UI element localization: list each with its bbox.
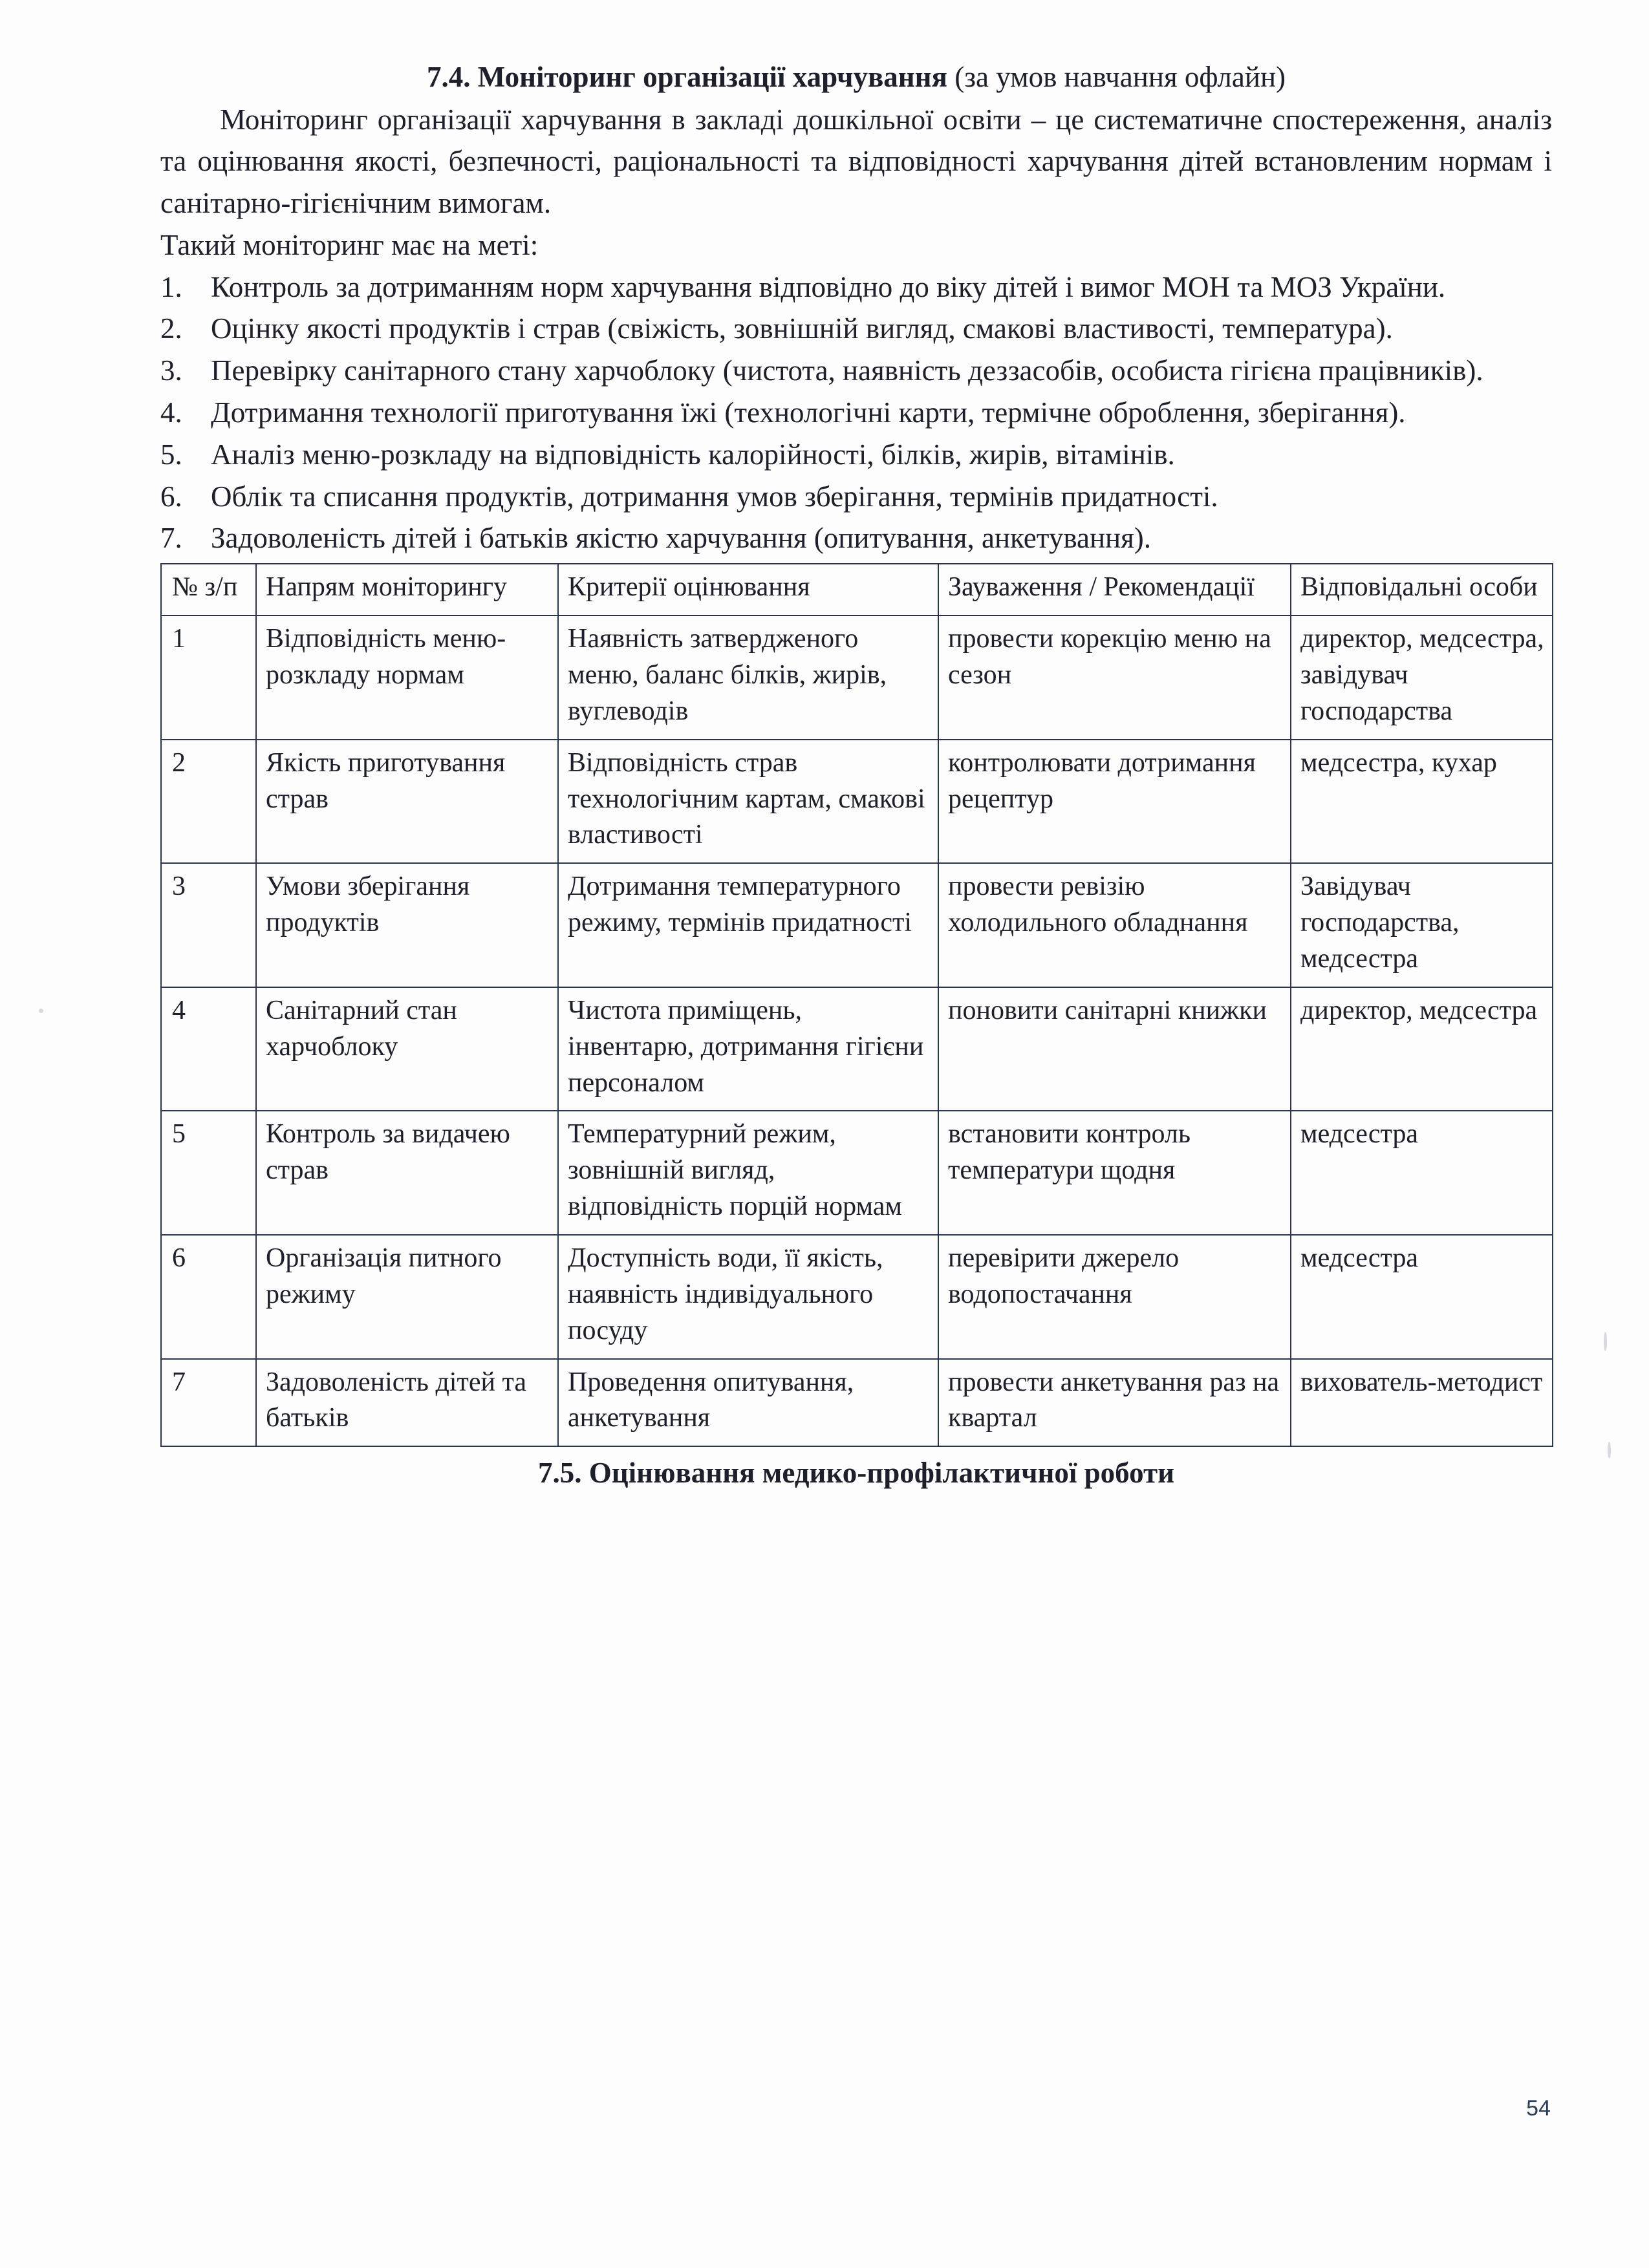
list-item-number: 3. xyxy=(160,354,182,387)
cell-responsible: медсестра xyxy=(1291,1111,1553,1235)
page-content xyxy=(160,58,1552,1490)
cell-criteria: Дотримання температурного режиму, термінів придатності xyxy=(558,863,938,987)
list-item xyxy=(160,517,1552,559)
cell-criteria: Проведення опитування, анкетування xyxy=(558,1359,938,1447)
cell-criteria: Температурний режим, зовнішній вигляд, відповідність порцій нормам xyxy=(558,1111,938,1235)
cell-remarks: провести корекцію меню на сезон xyxy=(938,615,1291,740)
cell-no: 4 xyxy=(161,987,256,1111)
scan-speckle xyxy=(1608,1442,1611,1459)
page-number: 54 xyxy=(1526,2096,1551,2121)
table-row xyxy=(161,863,1553,987)
cell-direction: Санітарний стан харчоблоку xyxy=(256,987,558,1111)
list-item xyxy=(160,476,1552,518)
table-row xyxy=(161,987,1553,1111)
footer-heading: 7.5. Оцінювання медико-профілактичної роботи xyxy=(537,1457,1175,1490)
page-title-suffix: (за умов навчання офлайн) xyxy=(954,61,1286,93)
column-header-responsible: Відповідальні особи xyxy=(1291,564,1553,615)
table-body xyxy=(161,615,1553,1446)
page-title xyxy=(160,58,1552,96)
lead-in-text: Такий моніторинг має на меті: xyxy=(160,228,539,261)
list-item xyxy=(160,350,1552,392)
table-row xyxy=(161,740,1553,864)
list-item-text: Дотримання технології приготування їжі (технологічні карти, термічне оброблення, зберігання). xyxy=(211,396,1406,429)
list-item-text: Оцінку якості продуктів і страв (свіжість, зовнішній вигляд, смакові властивості, температура). xyxy=(211,312,1393,345)
column-header-criteria: Критерії оцінювання xyxy=(558,564,938,615)
cell-no: 1 xyxy=(161,615,256,740)
cell-no: 7 xyxy=(161,1359,256,1447)
list-item xyxy=(160,308,1552,350)
cell-direction: Задоволеність дітей та батьків xyxy=(256,1359,558,1447)
list-item-number: 1. xyxy=(160,270,182,303)
cell-remarks: встановити контроль температури щодня xyxy=(938,1111,1291,1235)
list-item xyxy=(160,434,1552,476)
cell-no: 2 xyxy=(161,740,256,864)
column-header-remarks: Зауваження / Рекомендації xyxy=(938,564,1291,615)
table-row xyxy=(161,1359,1553,1447)
goals-list xyxy=(160,266,1552,560)
cell-direction: Контроль за видачею страв xyxy=(256,1111,558,1235)
cell-direction: Якість приготування страв xyxy=(256,740,558,864)
list-item-text: Перевірку санітарного стану харчоблоку (чистота, наявність деззасобів, особиста гігієна працівників). xyxy=(211,354,1483,387)
list-item xyxy=(160,392,1552,434)
column-header-no: № з/п xyxy=(161,564,256,615)
cell-criteria: Чистота приміщень, інвентарю, дотримання гігієни персоналом xyxy=(558,987,938,1111)
cell-responsible: Завідувач господарства, медсестра xyxy=(1291,863,1553,987)
list-item-number: 2. xyxy=(160,312,182,345)
table-header xyxy=(161,564,1553,615)
cell-criteria: Доступність води, її якість, наявність індивідуального посуду xyxy=(558,1235,938,1359)
cell-direction: Організація питного режиму xyxy=(256,1235,558,1359)
cell-criteria: Наявність затвердженого меню, баланс білків, жирів, вуглеводів xyxy=(558,615,938,740)
cell-criteria: Відповідність страв технологічним картам, смакові властивості xyxy=(558,740,938,864)
cell-no: 6 xyxy=(161,1235,256,1359)
cell-remarks: контролювати дотримання рецептур xyxy=(938,740,1291,864)
list-item-text: Задоволеність дітей і батьків якістю харчування (опитування, анкетування). xyxy=(211,522,1152,555)
table-row xyxy=(161,1235,1553,1359)
cell-direction: Відповідність меню-розкладу нормам xyxy=(256,615,558,740)
scan-speckle xyxy=(39,1009,43,1013)
table-header-row xyxy=(161,564,1553,615)
cell-no: 5 xyxy=(161,1111,256,1235)
cell-responsible: директор, медсестра xyxy=(1291,987,1553,1111)
cell-direction: Умови зберігання продуктів xyxy=(256,863,558,987)
table-row xyxy=(161,615,1553,740)
column-header-direction: Напрям моніторингу xyxy=(256,564,558,615)
cell-remarks: поновити санітарні книжки xyxy=(938,987,1291,1111)
cell-responsible: медсестра xyxy=(1291,1235,1553,1359)
cell-remarks: перевірити джерело водопостачання xyxy=(938,1235,1291,1359)
list-item-text: Облік та списання продуктів, дотримання умов зберігання, термінів придатності. xyxy=(211,480,1218,513)
list-item-number: 4. xyxy=(160,396,182,429)
intro-paragraph: Моніторинг організації харчування в закладі дошкільної освіти – це систематичне спостереження, аналіз та оцінювання якості, безпечності, раціональності та відповідності харчування дітей встановленим нормам і санітарно-гігієнічним вимогам. xyxy=(160,103,1552,220)
cell-remarks: провести ревізію холодильного обладнання xyxy=(938,863,1291,987)
page-title-number: 7.4. xyxy=(426,61,471,93)
cell-no: 3 xyxy=(161,863,256,987)
cell-responsible: медсестра, кухар xyxy=(1291,740,1553,864)
scan-speckle xyxy=(1604,1332,1607,1351)
page-title-main: Моніторинг організації харчування xyxy=(477,61,947,93)
cell-remarks: провести анкетування раз на квартал xyxy=(938,1359,1291,1447)
table-row xyxy=(161,1111,1553,1235)
monitoring-table xyxy=(160,563,1553,1447)
cell-responsible: вихователь-методист xyxy=(1291,1359,1553,1447)
list-item-number: 5. xyxy=(160,438,182,471)
list-item xyxy=(160,266,1552,308)
cell-responsible: директор, медсестра, завідувач господарства xyxy=(1291,615,1553,740)
list-item-text: Контроль за дотриманням норм харчування відповідно до віку дітей і вимог МОН та МОЗ України. xyxy=(211,270,1446,303)
list-item-number: 7. xyxy=(160,522,182,555)
list-item-text: Аналіз меню-розкладу на відповідність калорійності, білків, жирів, вітамінів. xyxy=(211,438,1175,471)
list-item-number: 6. xyxy=(160,480,182,513)
